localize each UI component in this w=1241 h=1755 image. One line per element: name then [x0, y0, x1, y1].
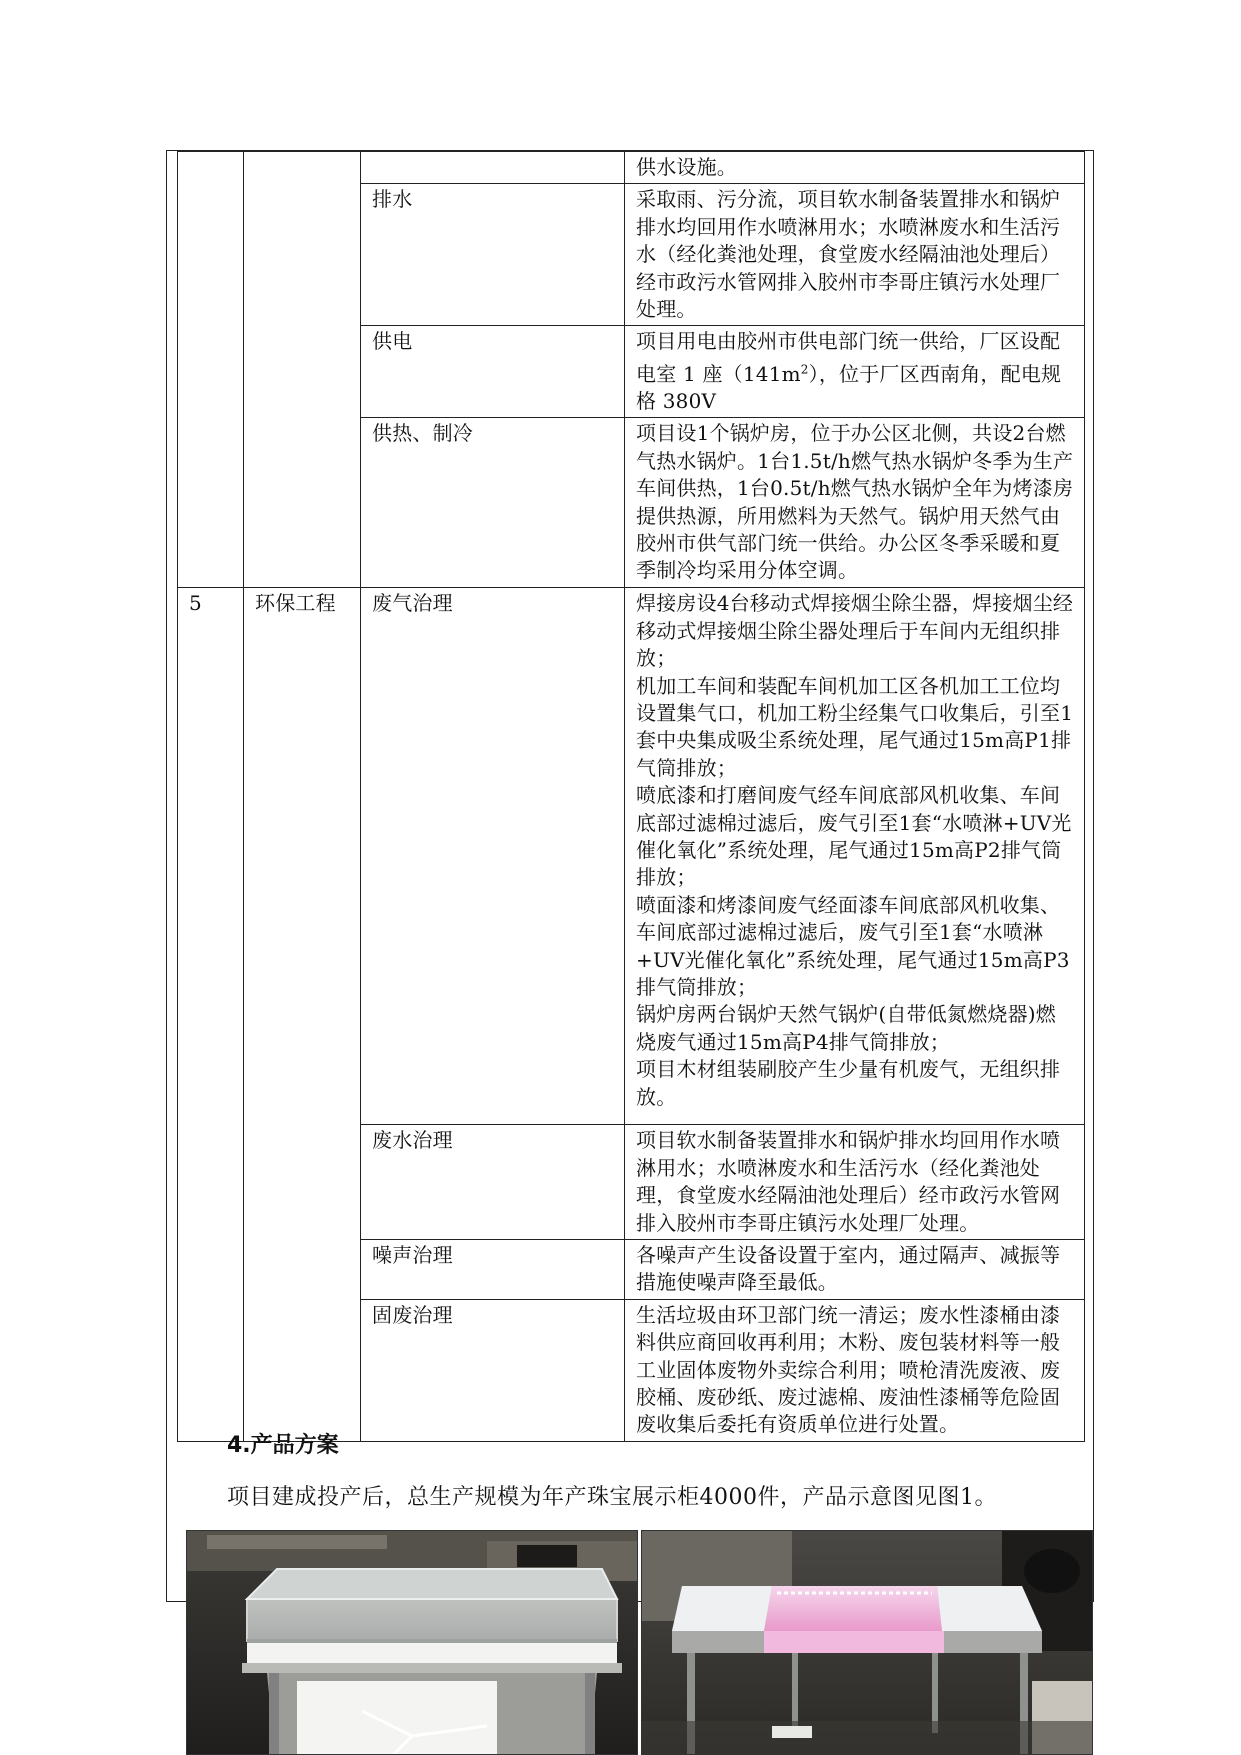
desc-cell: 各噪声产生设备设置于室内，通过隔声、减振等措施使噪声降至最低。: [625, 1239, 1085, 1299]
no-cell: [178, 151, 244, 588]
project-composition-table: [177, 150, 1085, 1442]
product-photo-left: [186, 1530, 638, 1755]
item-cell: 废气治理: [361, 588, 625, 1125]
item-cell: 供热、制冷: [361, 418, 625, 588]
item-cell: 固废治理: [361, 1299, 625, 1441]
desc-cell: 焊接房设4台移动式焊接烟尘除尘器，焊接烟尘经移动式焊接烟尘除尘器处理后于车间内无组织排放； 机加工车间和装配车间机加工区各机加工工位均设置集气口，机加工粉尘经集气口收集后，引至1套中央集成吸尘系统处理，尾气通过15m高P1排气筒排放； 喷底漆和打磨间废气经车间底部风机收集、车间底部过滤棉过滤后，废气引至1套“水喷淋+UV光催化氧化”系统处理，尾气通过15m高P2排气筒排放； 喷面漆和烤漆间废气经面漆车间底部风机收集、车间底部过滤棉过滤后，废气引至1套“水喷淋+UV光催化氧化”系统处理，尾气通过15m高P3排气筒排放； 锅炉房两台锅炉天然气锅炉(自带低氮燃烧器)燃烧废气通过15m高P4排气筒排放； 项目木材组装刷胶产生少量有机废气，无组织排放。: [625, 588, 1085, 1125]
desc-cell: 项目设1个锅炉房，位于办公区北侧，共设2台燃气热水锅炉。1台1.5t/h燃气热水锅炉冬季为生产车间供热，1台0.5t/h燃气热水锅炉全年为烤漆房提供热源，所用燃料为天然气。锅炉用天然气由胶州市供气部门统一供给。办公区冬季采暖和夏季制冷均采用分体空调。: [625, 418, 1085, 588]
item-cell: 废水治理: [361, 1125, 625, 1240]
item-cell: 排水: [361, 184, 625, 326]
category-cell: 环保工程: [244, 588, 361, 1441]
section-paragraph: 项目建成投产后，总生产规模为年产珠宝展示柜4000件，产品示意图见图1。: [227, 1485, 997, 1510]
item-cell: 供电: [361, 326, 625, 418]
desc-cell: 供水设施。: [625, 151, 1085, 184]
no-cell: 5: [178, 588, 244, 1441]
item-cell: 噪声治理: [361, 1239, 625, 1299]
desc-cell: 采取雨、污分流，项目软水制备装置排水和锅炉排水均回用作水喷淋用水；水喷淋废水和生活污水（经化粪池处理，食堂废水经隔油池处理后）经市政污水管网排入胶州市李哥庄镇污水处理厂处理。: [625, 184, 1085, 326]
desc-cell: [625, 326, 1085, 418]
table-row: [178, 588, 1085, 1125]
category-cell: [244, 151, 361, 588]
power-desc: 项目用电由胶州市供电部门统一供给，厂区设配电室 1 座$(141m^2)$，位于厂区西南角，配电规格 380V: [636, 329, 1062, 413]
section-heading: 4.产品方案: [227, 1433, 339, 1458]
desc-cell: 项目软水制备装置排水和锅炉排水均回用作水喷淋用水；水喷淋废水和生活污水（经化粪池处理，食堂废水经隔油池处理后）经市政污水管网排入胶州市李哥庄镇污水处理厂处理。: [625, 1125, 1085, 1240]
table-row: [178, 151, 1085, 184]
desc-cell: 生活垃圾由环卫部门统一清运；废水性漆桶由漆料供应商回收再利用；木粉、废包装材料等一般工业固体废物外卖综合利用；喷枪清洗废液、废胶桶、废砂纸、废过滤棉、废油性漆桶等危险固废收集后委托有资质单位进行处置。: [625, 1299, 1085, 1441]
product-photo-right: [641, 1530, 1093, 1755]
item-cell: [361, 151, 625, 184]
